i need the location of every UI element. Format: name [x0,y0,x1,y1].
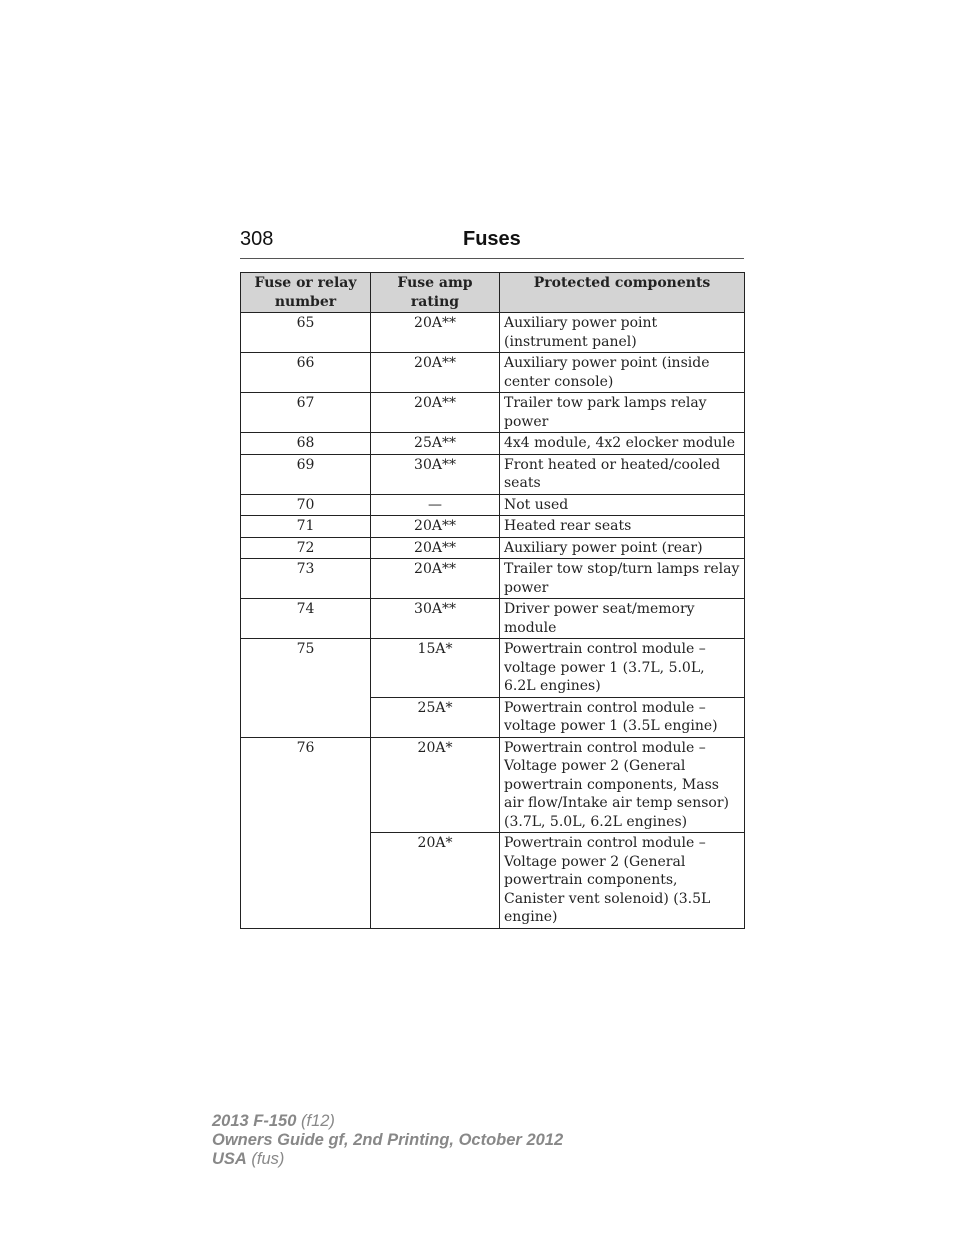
protected-component: Powertrain control module – voltage power 1 (3.5L engine) [500,697,745,737]
page-header [240,228,744,259]
footer-region-code: (fus) [246,1150,285,1168]
protected-component: Trailer tow stop/turn lamps relay power [500,559,745,599]
protected-component: Auxiliary power point (instrument panel) [500,313,745,353]
table-row [241,433,745,455]
fuse-number: 65 [241,313,371,353]
table-row [241,494,745,516]
table-row [241,353,745,393]
page-number: 308 [240,228,274,250]
protected-component: Driver power seat/memory module [500,599,745,639]
fuse-amp: 15A* [371,639,500,698]
table-header-row [241,273,745,313]
protected-component: Auxiliary power point (rear) [500,537,745,559]
protected-component: Trailer tow park lamps relay power [500,393,745,433]
table-row [241,537,745,559]
fuse-number: 72 [241,537,371,559]
protected-component: Heated rear seats [500,516,745,538]
fuse-table [240,272,745,929]
protected-component: Front heated or heated/cooled seats [500,454,745,494]
table-row [241,599,745,639]
fuse-amp: 20A* [371,833,500,929]
fuse-amp: 30A** [371,599,500,639]
document-footer [212,1112,563,1169]
fuse-number: 69 [241,454,371,494]
table-row [241,516,745,538]
fuse-amp: 20A** [371,353,500,393]
fuse-number: 66 [241,353,371,393]
footer-model-code: (f12) [296,1112,335,1130]
table-row [241,559,745,599]
fuse-amp: 20A** [371,537,500,559]
fuse-amp: 20A** [371,559,500,599]
fuse-number: 71 [241,516,371,538]
protected-component: Powertrain control module – voltage power 1 (3.7L, 5.0L, 6.2L engines) [500,639,745,698]
protected-component: 4x4 module, 4x2 elocker module [500,433,745,455]
fuse-number: 68 [241,433,371,455]
footer-line-guide [212,1131,563,1150]
fuse-amp: 25A** [371,433,500,455]
fuse-number: 73 [241,559,371,599]
fuse-amp: 30A** [371,454,500,494]
footer-line-model [212,1112,563,1131]
fuse-number: 70 [241,494,371,516]
fuse-number: 74 [241,599,371,639]
protected-component: Powertrain control module – Voltage power 2 (General powertrain components, Mass air flow/Intake air temp sensor) (3.7L, 5.0L, 6.2L engines) [500,737,745,833]
table-row [241,313,745,353]
footer-model: 2013 F-150 [212,1112,297,1130]
column-header-amp: Fuse amp rating [371,273,500,313]
fuse-amp: 20A** [371,516,500,538]
column-header-components: Protected components [500,273,745,313]
fuse-amp: 20A** [371,313,500,353]
protected-component: Powertrain control module – Voltage power 2 (General powertrain components, Canister vent solenoid) (3.5L engine) [500,833,745,929]
table-row [241,454,745,494]
table-row [241,737,745,833]
footer-line-region [212,1150,563,1169]
fuse-amp: — [371,494,500,516]
fuse-number: 76 [241,737,371,928]
fuse-number: 67 [241,393,371,433]
table-row [241,639,745,698]
protected-component: Not used [500,494,745,516]
table-row [241,393,745,433]
footer-region: USA [212,1150,247,1168]
column-header-number: Fuse or relay number [241,273,371,313]
footer-guide: Owners Guide gf, 2nd Printing, October 2012 [212,1131,564,1149]
protected-component: Auxiliary power point (inside center console) [500,353,745,393]
fuse-amp: 25A* [371,697,500,737]
section-title: Fuses [463,228,521,250]
fuse-amp: 20A** [371,393,500,433]
fuse-amp: 20A* [371,737,500,833]
fuse-number: 75 [241,639,371,738]
